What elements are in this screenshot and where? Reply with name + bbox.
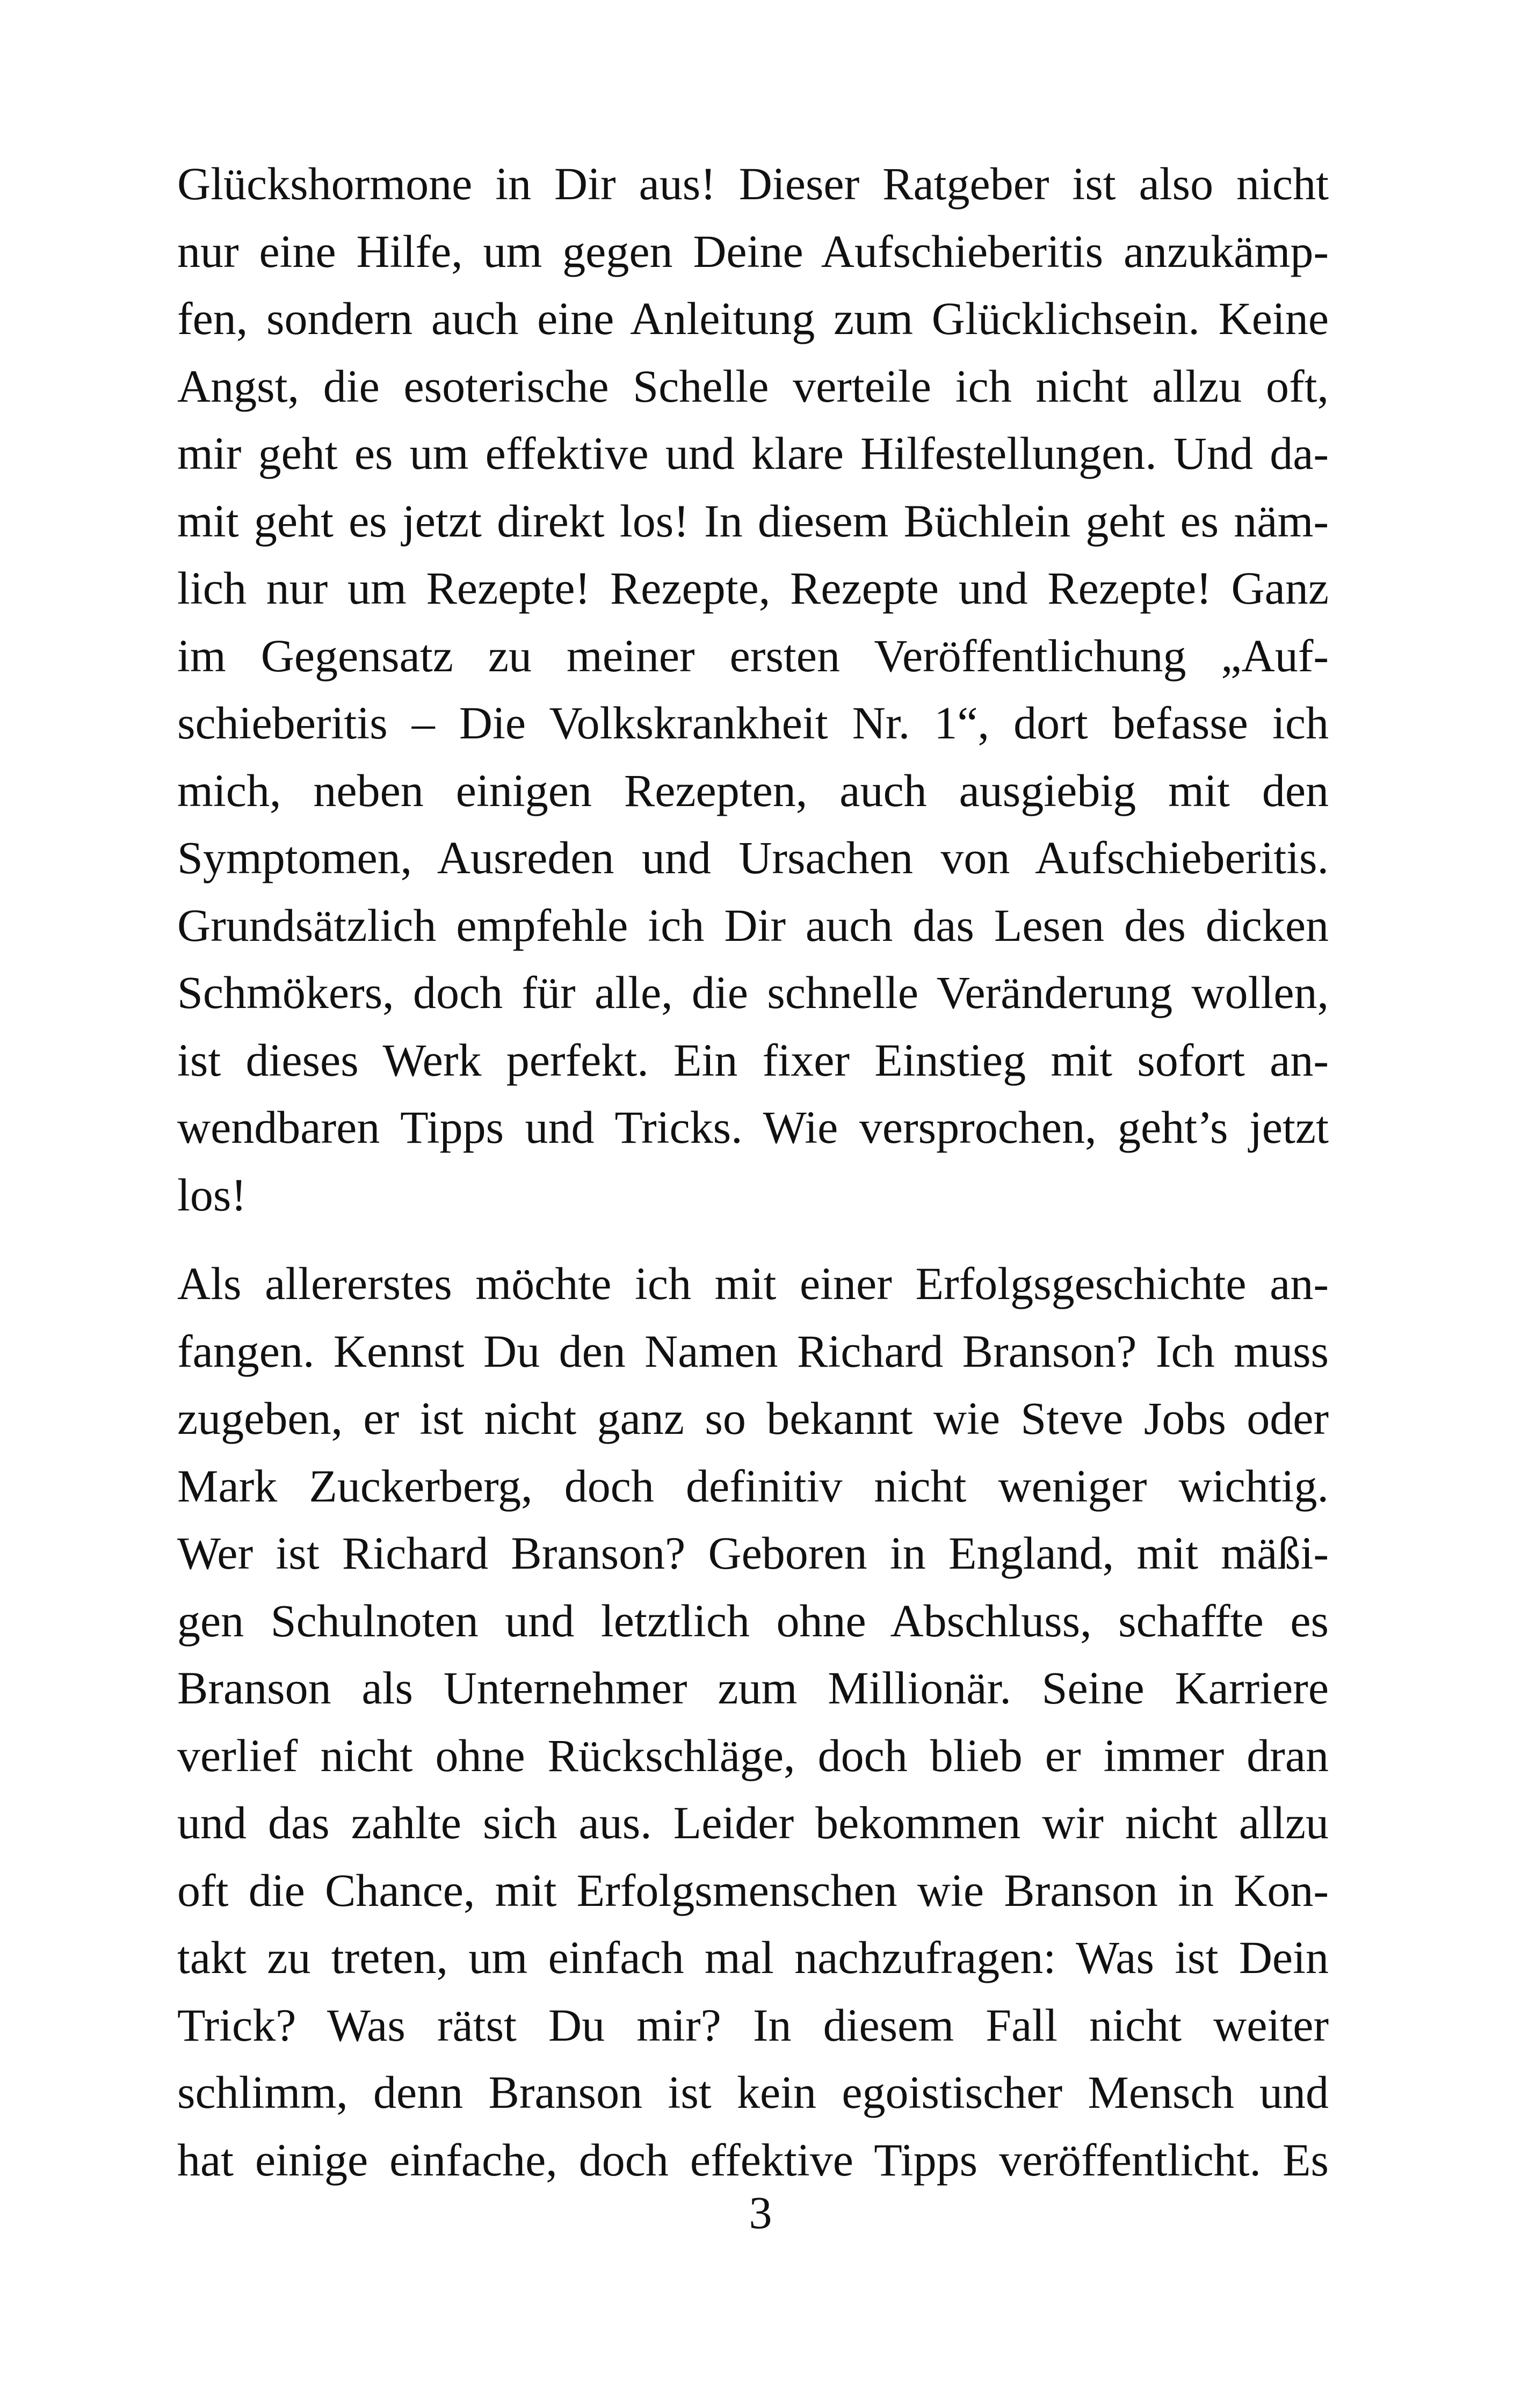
text-line: verlief nicht ohne Rückschläge, doch blieb er immer dran [177,1729,1329,1781]
text-line: fen, sondern auch eine Anleitung zum Glücklichsein. Keine [177,293,1329,344]
text-line: Trick? Was rätst Du mir? In diesem Fall nicht weiter [177,1999,1329,2051]
text-line: Angst, die esoterische Schelle verteile ich nicht allzu oft, [177,360,1329,412]
text-line: schlimm, denn Branson ist kein egoistischer Mensch und [177,2066,1329,2118]
paragraph-2 [177,1250,1329,2194]
text-line: Schmökers, doch für alle, die schnelle Veränderung wollen, [177,967,1329,1018]
text-line: ist dieses Werk perfekt. Ein fixer Einstieg mit sofort an- [177,1034,1329,1086]
text-line: Als allererstes möchte ich mit einer Erfolgsgeschichte an- [177,1258,1329,1309]
text-line: Wer ist Richard Branson? Geboren in England, mit mäßi- [177,1527,1329,1579]
text-line: Mark Zuckerberg, doch definitiv nicht weniger wichtig. [177,1460,1329,1512]
page-number: 3 [749,2187,772,2238]
text-line: fangen. Kennst Du den Namen Richard Branson? Ich muss [177,1325,1329,1377]
text-line: hat einige einfache, doch effektive Tipps veröffentlicht. Es [177,2134,1329,2186]
text-line: los! [177,1169,247,1221]
text-line: takt zu treten, um einfach mal nachzufragen: Was ist Dein [177,1932,1329,1983]
text-line: gen Schulnoten und letztlich ohne Abschluss, schaffte es [177,1594,1329,1647]
text-line: lich nur um Rezepte! Rezepte, Rezepte und Rezepte! Ganz [177,562,1329,614]
text-line: mir geht es um effektive und klare Hilfestellungen. Und da- [177,427,1329,479]
text-line: nur eine Hilfe, um gegen Deine Aufschieberitis anzukämp- [177,225,1329,277]
text-line: schieberitis – Die Volkskrankheit Nr. 1“, dort befasse ich [177,697,1329,749]
text-line: im Gegensatz zu meiner ersten Veröffentlichung „Auf- [177,629,1329,681]
text-line: und das zahlte sich aus. Leider bekommen wir nicht allzu [177,1797,1329,1848]
text-line: mit geht es jetzt direkt los! In diesem Büchlein geht es näm- [177,495,1329,547]
text-line: zugeben, er ist nicht ganz so bekannt wie Steve Jobs oder [177,1392,1329,1444]
text-line: wendbaren Tipps und Tricks. Wie versprochen, geht’s jetzt [177,1101,1329,1153]
text-line: Grundsätzlich empfehle ich Dir auch das Lesen des dicken [177,899,1329,951]
body-text [177,150,1329,2194]
text-line: Symptomen, Ausreden und Ursachen von Aufschieberitis. [177,832,1329,883]
text-line: oft die Chance, mit Erfolgsmenschen wie Branson in Kon- [177,1864,1329,1916]
paragraph-1 [177,150,1329,1229]
text-line: mich, neben einigen Rezepten, auch ausgiebig mit den [177,764,1329,816]
text-line: Glückshormone in Dir aus! Dieser Ratgeber ist also nicht [177,158,1329,209]
text-line: Branson als Unternehmer zum Millionär. Seine Karriere [177,1662,1329,1714]
